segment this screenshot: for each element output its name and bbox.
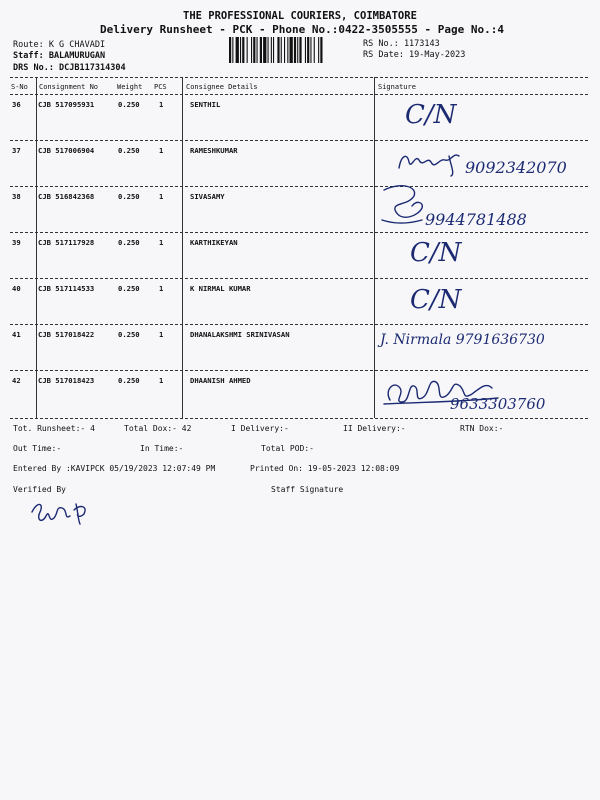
footer-rule: [10, 418, 588, 419]
row-pcs: 1: [159, 284, 164, 293]
row-consignee: K NIRMAL KUMAR: [190, 284, 251, 293]
row-divider: [10, 140, 588, 141]
row-weight: 0.250: [118, 100, 140, 109]
row-divider: [10, 278, 588, 279]
rs-number: RS No.: 1173143: [363, 39, 440, 49]
ii-delivery: II Delivery:-: [343, 424, 406, 433]
col-header-pcs: PCS: [154, 83, 167, 91]
staff-signature-label: Staff Signature: [271, 485, 344, 494]
row-consignment-no: CJB 517117928: [38, 238, 95, 247]
in-time: In Time:-: [140, 444, 184, 453]
column-divider: [36, 77, 37, 418]
signature-row-39: C/N: [410, 238, 462, 268]
row-pcs: 1: [159, 330, 164, 339]
row-consignment-no: CJB 517006904: [38, 146, 95, 155]
company-title: THE PROFESSIONAL COURIERS, COIMBATORE: [183, 10, 417, 22]
row-consignee: DHANALAKSHMI SRINIVASAN: [190, 330, 290, 339]
row-weight: 0.250: [118, 330, 140, 339]
row-divider: [10, 370, 588, 371]
header-bottom-rule: [10, 94, 588, 95]
signature-row-38: 9944781488: [425, 210, 527, 229]
row-divider: [10, 324, 588, 325]
route-label: Route: K G CHAVADI: [13, 40, 106, 50]
verified-by-label: Verified By: [13, 485, 66, 494]
row-sno: 41: [12, 330, 21, 339]
row-weight: 0.250: [118, 146, 140, 155]
row-weight: 0.250: [118, 284, 140, 293]
row-sno: 40: [12, 284, 21, 293]
i-delivery: I Delivery:-: [231, 424, 289, 433]
col-header-signature: Signature: [378, 83, 416, 91]
row-divider: [10, 232, 588, 233]
staff-label: Staff: BALAMURUGAN: [13, 51, 106, 61]
total-dox: Total Dox:- 42: [124, 424, 192, 433]
column-divider: [374, 77, 375, 418]
col-header-consignee: Consignee Details: [186, 83, 258, 91]
row-weight: 0.250: [118, 238, 140, 247]
row-consignee: SENTHIL: [190, 100, 221, 109]
row-pcs: 1: [159, 238, 164, 247]
row-sno: 39: [12, 238, 21, 247]
row-sno: 36: [12, 100, 21, 109]
verifier-signature: [28, 496, 98, 526]
row-pcs: 1: [159, 192, 164, 201]
row-consignment-no: CJB 517018422: [38, 330, 95, 339]
col-header-weight: Weight: [117, 83, 143, 91]
row-sno: 37: [12, 146, 21, 155]
signature-scribble-row-37: [395, 146, 465, 176]
row-weight: 0.250: [118, 376, 140, 385]
out-time: Out Time:-: [13, 444, 62, 453]
row-sno: 38: [12, 192, 21, 201]
col-header-consignment: Consignment No: [39, 83, 99, 91]
entered-by: Entered By :KAVIPCK 05/19/2023 12:07:49 PM: [13, 464, 216, 473]
drs-number: DRS No.: DCJB117314304: [13, 63, 126, 73]
barcode-image: [229, 37, 356, 63]
row-consignment-no: CJB 517018423: [38, 376, 95, 385]
runsheet-title: Delivery Runsheet - PCK - Phone No.:0422-3505555 - Page No.:4: [100, 23, 504, 36]
signature-row-36: C/N: [405, 100, 457, 130]
col-header-sno: S-No: [11, 83, 28, 91]
row-consignment-no: CJB 517114533: [38, 284, 95, 293]
printed-on: Printed On: 19-05-2023 12:08:09: [250, 464, 400, 473]
row-consignment-no: CJB 516842368: [38, 192, 95, 201]
row-pcs: 1: [159, 100, 164, 109]
signature-row-37: 9092342070: [465, 158, 567, 177]
row-divider: [10, 186, 588, 187]
total-runsheet: Tot. Runsheet:- 4: [13, 424, 95, 433]
row-consignee: DHAANISH AHMED: [190, 376, 251, 385]
total-pod: Total POD:-: [261, 444, 314, 453]
signature-row-40: C/N: [410, 285, 462, 315]
row-consignee: KARTHIKEYAN: [190, 238, 238, 247]
row-weight: 0.250: [118, 192, 140, 201]
row-consignee: RAMESHKUMAR: [190, 146, 238, 155]
row-sno: 42: [12, 376, 21, 385]
row-consignee: SIVASAMY: [190, 192, 225, 201]
row-pcs: 1: [159, 376, 164, 385]
row-pcs: 1: [159, 146, 164, 155]
signature-row-41: J. Nirmala 9791636730: [380, 332, 545, 348]
signature-row-42-phone: 9633303760: [450, 395, 546, 413]
column-divider: [182, 77, 183, 418]
header-top-rule: [10, 77, 588, 78]
row-consignment-no: CJB 517095931: [38, 100, 95, 109]
rtn-dox: RTN Dox:-: [460, 424, 504, 433]
rs-date: RS Date: 19-May-2023: [363, 50, 466, 60]
